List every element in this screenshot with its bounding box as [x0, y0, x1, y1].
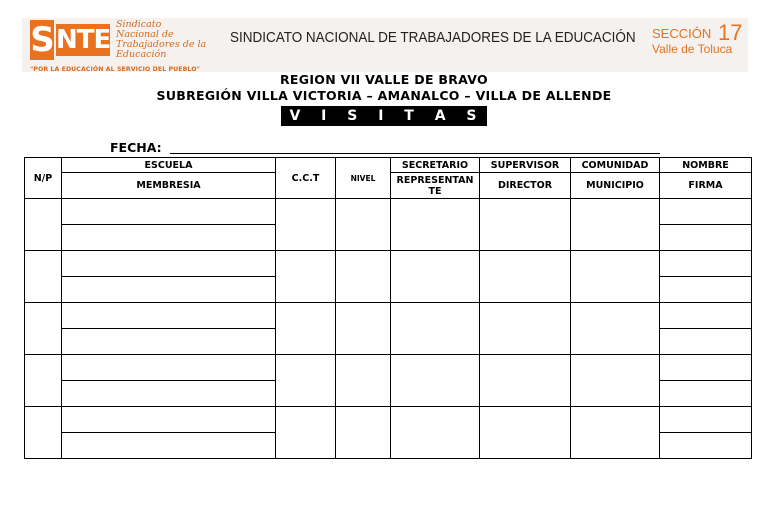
seccion-label: SECCIÓN	[652, 26, 712, 41]
nivel-cell[interactable]	[336, 407, 391, 459]
header-director: DIRECTOR	[480, 173, 571, 199]
cct-cell[interactable]	[276, 303, 336, 355]
fecha-label: FECHA:	[110, 140, 162, 155]
cct-cell[interactable]	[276, 407, 336, 459]
header-nombre: NOMBRE	[660, 158, 752, 173]
seccion-logo	[652, 22, 744, 62]
supervisor-cell[interactable]	[480, 355, 571, 407]
membresia-cell[interactable]	[62, 433, 276, 459]
seccion-subtitle: Valle de Toluca	[652, 42, 733, 56]
snte-logo-mark: S NTE	[30, 20, 111, 60]
secretario-cell[interactable]	[391, 199, 480, 251]
escuela-cell[interactable]	[62, 303, 276, 329]
table-row	[25, 407, 752, 433]
subregion-title: SUBREGIÓN VILLA VICTORIA – AMANALCO – VILLA DE ALLENDE	[156, 88, 612, 103]
nombre-cell[interactable]	[660, 407, 752, 433]
nivel-cell[interactable]	[336, 303, 391, 355]
firma-cell[interactable]	[660, 433, 752, 459]
table-row	[25, 251, 752, 277]
nivel-cell[interactable]	[336, 199, 391, 251]
secretario-cell[interactable]	[391, 355, 480, 407]
comunidad-cell[interactable]	[571, 407, 660, 459]
header-comunidad: COMUNIDAD	[571, 158, 660, 173]
np-cell[interactable]	[25, 407, 62, 459]
fecha-input-line[interactable]	[170, 153, 660, 154]
supervisor-cell[interactable]	[480, 251, 571, 303]
membresia-cell[interactable]	[62, 329, 276, 355]
cct-cell[interactable]	[276, 355, 336, 407]
membresia-cell[interactable]	[62, 277, 276, 303]
nombre-cell[interactable]	[660, 355, 752, 381]
firma-cell[interactable]	[660, 277, 752, 303]
header-municipio: MUNICIPIO	[571, 173, 660, 199]
nombre-cell[interactable]	[660, 303, 752, 329]
nivel-cell[interactable]	[336, 355, 391, 407]
table-row	[25, 303, 752, 329]
header-supervisor: SUPERVISOR	[480, 158, 571, 173]
nombre-cell[interactable]	[660, 199, 752, 225]
comunidad-cell[interactable]	[571, 251, 660, 303]
visits-table	[24, 157, 752, 459]
header-representante: REPRESENTAN TE	[391, 173, 480, 199]
comunidad-cell[interactable]	[571, 355, 660, 407]
firma-cell[interactable]	[660, 225, 752, 251]
nombre-cell[interactable]	[660, 251, 752, 277]
np-cell[interactable]	[25, 199, 62, 251]
membresia-cell[interactable]	[62, 381, 276, 407]
comunidad-cell[interactable]	[571, 303, 660, 355]
snte-logo	[30, 20, 210, 60]
region-title: REGION VII VALLE DE BRAVO	[280, 72, 488, 87]
header-firma: FIRMA	[660, 173, 752, 199]
visitas-title: V I S I T A S	[281, 106, 486, 126]
logo-tagline: "POR LA EDUCACIÓN AL SERVICIO DEL PUEBLO"	[30, 66, 200, 73]
header-np: N/P	[25, 158, 62, 199]
escuela-cell[interactable]	[62, 199, 276, 225]
header-escuela: ESCUELA	[62, 158, 276, 173]
firma-cell[interactable]	[660, 329, 752, 355]
cct-cell[interactable]	[276, 251, 336, 303]
header-title: SINDICATO NACIONAL DE TRABAJADORES DE LA EDUCACIÓN	[230, 30, 636, 46]
header-secretario: SECRETARIO	[391, 158, 480, 173]
snte-logo-text: Sindicato Nacional de Trabajadores de la Educación	[116, 19, 207, 60]
seccion-number: 17	[718, 20, 743, 45]
table-row	[25, 199, 752, 225]
supervisor-cell[interactable]	[480, 199, 571, 251]
escuela-cell[interactable]	[62, 251, 276, 277]
escuela-cell[interactable]	[62, 355, 276, 381]
secretario-cell[interactable]	[391, 303, 480, 355]
table-row	[25, 355, 752, 381]
header-membresia: MEMBRESIA	[62, 173, 276, 199]
cct-cell[interactable]	[276, 199, 336, 251]
np-cell[interactable]	[25, 303, 62, 355]
np-cell[interactable]	[25, 355, 62, 407]
comunidad-cell[interactable]	[571, 199, 660, 251]
np-cell[interactable]	[25, 251, 62, 303]
firma-cell[interactable]	[660, 381, 752, 407]
supervisor-cell[interactable]	[480, 407, 571, 459]
header-nivel: NIVEL	[336, 158, 391, 199]
membresia-cell[interactable]	[62, 225, 276, 251]
supervisor-cell[interactable]	[480, 303, 571, 355]
secretario-cell[interactable]	[391, 251, 480, 303]
header-cct: C.C.T	[276, 158, 336, 199]
secretario-cell[interactable]	[391, 407, 480, 459]
escuela-cell[interactable]	[62, 407, 276, 433]
nivel-cell[interactable]	[336, 251, 391, 303]
